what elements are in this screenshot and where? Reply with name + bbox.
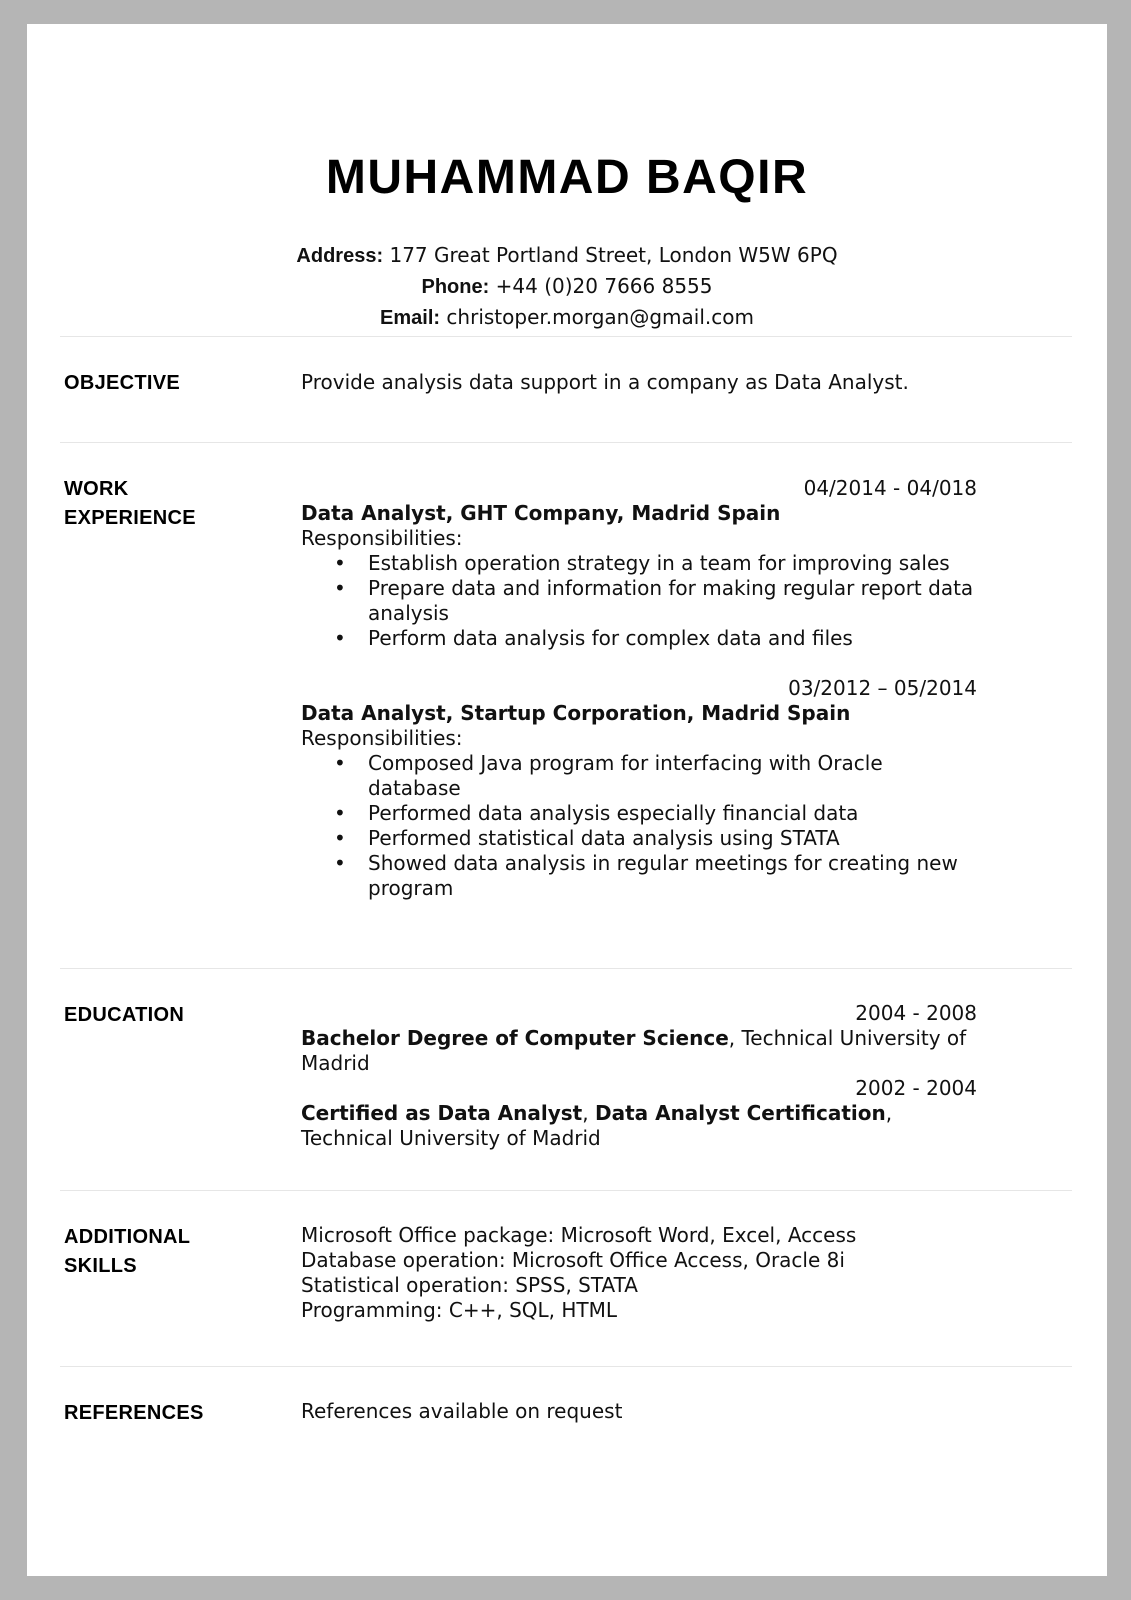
- email-value: christoper.morgan@gmail.com: [440, 305, 754, 329]
- skill-line: Statistical operation: SPSS, STATA: [301, 1273, 638, 1297]
- degree-name: Certified as Data Analyst: [301, 1101, 583, 1125]
- list-item: • Composed Java program for interfacing with Oracle database: [368, 751, 977, 801]
- phone-value: +44 (0)20 7666 8555: [489, 274, 713, 298]
- phone-label: Phone:: [421, 276, 490, 298]
- education-dates: 2004 - 2008: [855, 1001, 977, 1025]
- responsibilities-label: Responsibilities:: [301, 726, 463, 750]
- education-heading: EDUCATION: [64, 1004, 185, 1026]
- work-experience-body: [301, 476, 977, 901]
- skills-heading-line1: ADDITIONAL: [64, 1226, 191, 1248]
- job-title: Data Analyst, Startup Corporation, Madrid Spain: [301, 701, 851, 725]
- contact-block: [27, 240, 1107, 333]
- list-item: • Showed data analysis in regular meetings for creating new program: [368, 851, 977, 901]
- objective-heading: OBJECTIVE: [64, 372, 181, 394]
- address-line: [27, 240, 1107, 271]
- education-dates: 2002 - 2004: [855, 1076, 977, 1100]
- education-detail: [301, 1101, 977, 1151]
- divider: [60, 442, 1072, 443]
- email-line: [27, 302, 1107, 333]
- list-item: • Performed data analysis especially financial data: [368, 801, 977, 826]
- objective-body: [301, 370, 977, 395]
- references-heading: REFERENCES: [64, 1402, 204, 1424]
- divider: [60, 1366, 1072, 1367]
- separator: ,: [582, 1101, 595, 1125]
- objective-text: Provide analysis data support in a company as Data Analyst.: [301, 370, 909, 394]
- institution: , Technical University of Madrid: [301, 1026, 967, 1075]
- degree-name: Bachelor Degree of Computer Science: [301, 1026, 729, 1050]
- email-label: Email:: [380, 307, 441, 329]
- additional-skills-body: [301, 1223, 977, 1323]
- divider: [60, 968, 1072, 969]
- list-item: • Establish operation strategy in a team for improving sales: [368, 551, 977, 576]
- resume-page: [27, 24, 1107, 1576]
- institution: , Technical University of Madrid: [301, 1101, 893, 1150]
- references-text: References available on request: [301, 1399, 623, 1423]
- education-entry: [301, 1076, 977, 1151]
- list-item: • Perform data analysis for complex data and files: [368, 626, 977, 651]
- divider: [60, 1190, 1072, 1191]
- address-label: Address:: [296, 245, 384, 267]
- responsibilities-label: Responsibilities:: [301, 526, 463, 550]
- skill-line: Programming: C++, SQL, HTML: [301, 1298, 618, 1322]
- additional-skills-heading: [64, 1223, 190, 1281]
- certification-name: Data Analyst Certification: [594, 1101, 886, 1125]
- phone-line: [27, 271, 1107, 302]
- candidate-name: MUHAMMAD BAQIR: [325, 151, 809, 204]
- job-dates: 04/2014 - 04/018: [803, 476, 977, 500]
- skill-line: Database operation: Microsoft Office Access, Oracle 8i: [301, 1248, 845, 1272]
- job-entry: [301, 476, 977, 651]
- work-heading-line2: EXPERIENCE: [64, 507, 196, 529]
- list-item: • Prepare data and information for making regular report data analysis: [368, 576, 977, 626]
- divider: [60, 336, 1072, 337]
- skills-heading-line2: SKILLS: [64, 1255, 137, 1277]
- list-item: • Performed statistical data analysis using STATA: [368, 826, 977, 851]
- education-body: [301, 1001, 977, 1151]
- references-body: [301, 1399, 977, 1424]
- education-entry: [301, 1001, 977, 1076]
- responsibilities-list: [301, 751, 977, 901]
- work-heading-line1: WORK: [64, 478, 129, 500]
- responsibilities-list: [301, 551, 977, 651]
- education-detail: [301, 1026, 977, 1076]
- skill-line: Microsoft Office package: Microsoft Word, Excel, Access: [301, 1223, 857, 1247]
- job-dates: 03/2012 – 05/2014: [788, 676, 977, 700]
- work-experience-heading: [64, 475, 196, 533]
- address-value: 177 Great Portland Street, London W5W 6PQ: [383, 243, 838, 267]
- job-title: Data Analyst, GHT Company, Madrid Spain: [301, 501, 781, 525]
- job-entry: [301, 676, 977, 901]
